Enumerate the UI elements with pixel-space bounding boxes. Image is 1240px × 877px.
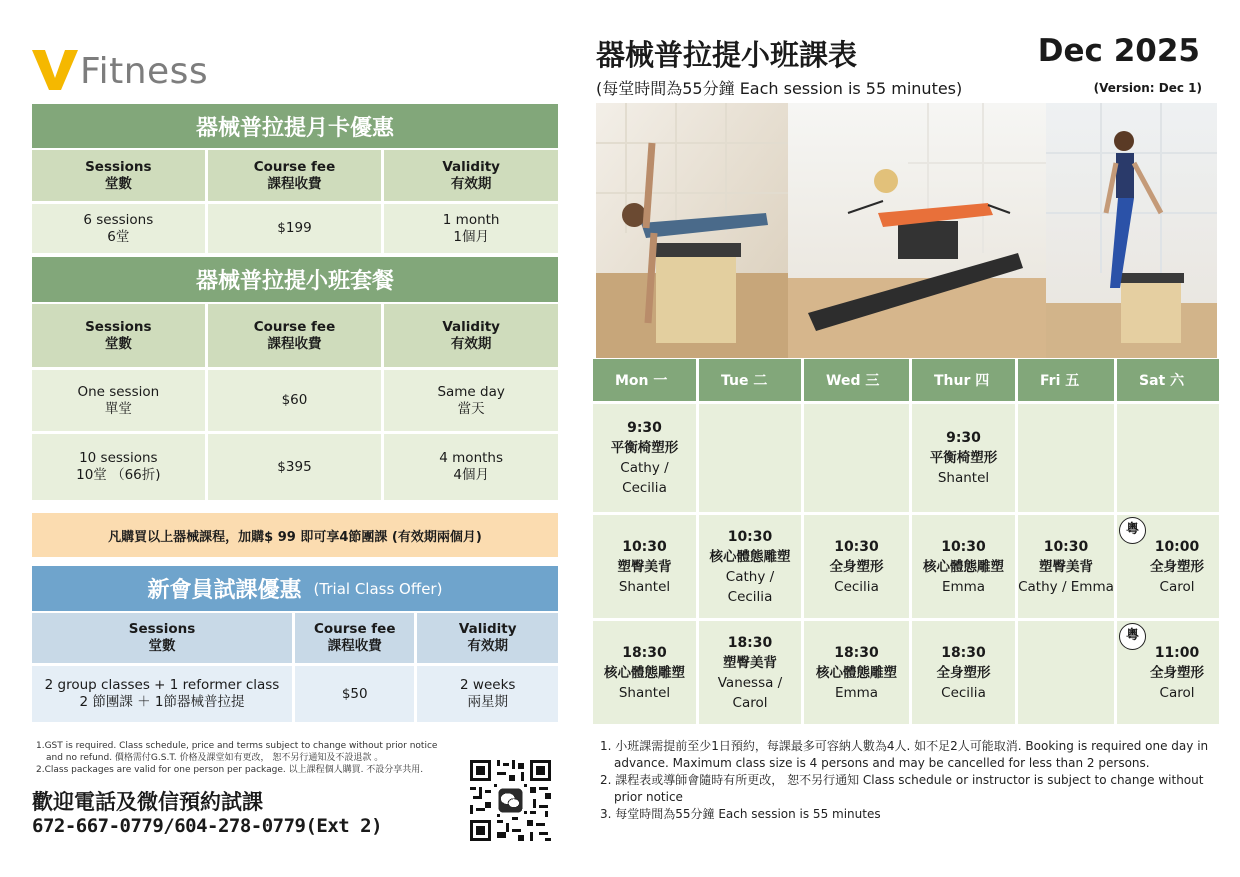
class-time: 18:30 (622, 644, 667, 661)
sessions-cell: One session 單堂 (32, 370, 205, 431)
class-instructor: Shantel (618, 578, 671, 595)
class-name: 平衡椅塑形 (929, 450, 998, 466)
class-cell (804, 515, 909, 618)
table-row (32, 370, 558, 431)
class-cell (912, 404, 1015, 512)
sessions-cell: 10 sessions 10堂 （66折) (32, 434, 205, 500)
header-cell: Sessions 堂數 (32, 150, 205, 201)
promo-banner: 凡購買以上器械課程，加購$ 99 即可享4節團課 (有效期兩個月) (32, 513, 558, 557)
class-cell (804, 404, 909, 512)
class-name: 核心體態雕塑 (604, 664, 685, 681)
schedule-month: Dec 2025 (1037, 33, 1200, 69)
class-cell (804, 621, 909, 724)
monthly-pass-title: 器械普拉提月卡優惠 (32, 104, 558, 148)
class-cell (593, 621, 696, 724)
wechat-qr-code-icon (467, 757, 554, 844)
fee-cell: $50 (295, 666, 414, 722)
validity-cell: 2 weeks 兩星期 (417, 666, 558, 722)
class-time: 10:30 (727, 528, 773, 545)
contact-title: 歡迎電話及微信預約試課 (32, 790, 263, 814)
day-header: Fri 五 (1018, 359, 1114, 401)
class-cell (1018, 515, 1114, 618)
day-header: Thur 四 (912, 359, 1015, 401)
class-name: 平衡椅塑形 (610, 440, 679, 456)
class-cell (912, 621, 1015, 724)
validity-cell: Same day 當天 (384, 370, 558, 431)
class-name: 塑臀美背 (617, 558, 672, 575)
class-time: 9:30 (946, 430, 981, 446)
terms-notes (36, 740, 456, 776)
class-name: 全身塑形 (936, 664, 991, 681)
table-row (32, 434, 558, 500)
class-cell (593, 515, 696, 618)
class-cell (1117, 515, 1219, 618)
fee-cell: $60 (208, 370, 382, 431)
schedule-title: 器械普拉提小班課表 (596, 38, 858, 72)
class-time: 18:30 (941, 644, 986, 661)
class-cell (1018, 404, 1114, 512)
cantonese-tag-icon: 粵 (1119, 623, 1146, 650)
day-header: Sat 六 (1117, 359, 1219, 401)
class-cell (699, 515, 801, 618)
class-cell (699, 621, 801, 724)
package-table (29, 301, 561, 503)
pilates-photos (596, 103, 1217, 358)
header-cell: Course fee 課程收費 (295, 613, 414, 663)
contact-phone[interactable]: 672-667-0779/604-278-0779(Ext 2) (32, 815, 383, 837)
chair-side-plank-photo (596, 103, 788, 358)
class-name: 全身塑形 (1150, 558, 1204, 575)
class-instructor: Vanessa / Carol (717, 674, 783, 711)
trial-offer-title (32, 566, 558, 611)
class-instructor: Cathy / Cecilia (725, 568, 775, 605)
package-title: 器械普拉提小班套餐 (32, 257, 558, 302)
class-time: 11:00 (1154, 644, 1200, 661)
class-instructor: Cecilia (834, 578, 879, 595)
brand-name: Fitness (80, 51, 209, 92)
class-time: 9:30 (627, 420, 662, 436)
header-cell: Sessions 堂數 (32, 613, 292, 663)
class-name: 全身塑形 (1150, 664, 1204, 681)
class-instructor: Carol (1159, 684, 1195, 701)
class-cell (912, 515, 1015, 618)
schedule-row (593, 515, 1219, 618)
header-cell: Course fee 課程收費 (208, 304, 382, 367)
class-cell (1117, 621, 1219, 724)
class-time: 10:30 (622, 538, 667, 555)
trial-title-en: (Trial Class Offer) (313, 579, 443, 598)
schedule-subtitle: (每堂時間為55分鐘 Each session is 55 minutes) (596, 79, 963, 98)
class-instructor: Shantel (937, 470, 990, 486)
schedule-row (593, 404, 1219, 512)
header-cell: Course fee 課程收費 (208, 150, 382, 201)
class-cell (1117, 404, 1219, 512)
class-schedule-table (590, 356, 1222, 727)
header-cell: Validity 有效期 (384, 150, 558, 201)
brand-logo (32, 40, 208, 92)
table-row (32, 204, 558, 253)
class-cell (593, 404, 696, 512)
reformer-photo (788, 103, 1046, 358)
fee-cell: $395 (208, 434, 382, 500)
class-name: 塑臀美背 (1039, 558, 1093, 575)
class-time: 18:30 (834, 644, 879, 661)
sessions-cell: 2 group classes + 1 reformer class 2 節團課 ＋ 1節器械普拉提 (32, 666, 292, 722)
note-item: 2.Class packages are valid for one person per package. 以上課程個人購買. 不設分享共用. (36, 765, 424, 775)
class-name: 塑臀美背 (723, 654, 777, 671)
sessions-cell: 6 sessions 6堂 (32, 204, 205, 253)
day-header: Wed 三 (804, 359, 909, 401)
note-item: 2. 課程表或導師會隨時有所更改， 恕不另行通知 Class schedule or instructor is subject to change without prior notice (600, 773, 1204, 804)
v-logo-icon (32, 46, 78, 92)
chair-press-photo (1046, 103, 1217, 358)
class-name: 核心體態雕塑 (816, 664, 897, 681)
class-instructor: Carol (1159, 578, 1195, 595)
header-cell: Validity 有效期 (417, 613, 558, 663)
class-cell (1018, 621, 1114, 724)
note-item: 1.GST is required. Class schedule, price and terms subject to change without prior notice and no refund. 價格需付G.S.T. 价格及課堂如有更改， 恕不另行通知及不設退款 。 (36, 741, 438, 763)
class-name: 核心體態雕塑 (923, 558, 1004, 575)
validity-cell: 4 months 4個月 (384, 434, 558, 500)
class-instructor: Cecilia (941, 684, 986, 701)
class-time: 10:30 (834, 538, 879, 555)
header-cell: Validity 有效期 (384, 304, 558, 367)
fee-cell: $199 (208, 204, 382, 253)
class-name: 全身塑形 (829, 558, 884, 575)
class-time: 10:30 (1043, 538, 1089, 555)
class-instructor: Cathy / Cecilia (620, 460, 669, 496)
trial-table (29, 610, 561, 725)
schedule-notes (600, 738, 1212, 823)
header-cell: Sessions 堂數 (32, 304, 205, 367)
class-time: 10:00 (1154, 538, 1200, 555)
trial-title-cn: 新會員試課優惠 (147, 578, 302, 603)
class-name: 核心體態雕塑 (709, 548, 791, 565)
schedule-row (593, 621, 1219, 724)
day-header: Mon 一 (593, 359, 696, 401)
class-cell (699, 404, 801, 512)
class-time: 18:30 (727, 634, 773, 651)
class-instructor: Shantel (618, 684, 671, 701)
class-instructor: Emma (941, 578, 986, 595)
class-instructor: Cathy / Emma (1018, 578, 1114, 595)
note-item: 1. 小班課需提前至少1日預約，每課最多可容納人數為4人. 如不足2人可能取消. Booking is required one day in advance. Maximum class size is 4 persons and may be cancelled for less than 2 persons. (600, 739, 1209, 770)
schedule-version: (Version: Dec 1) (1093, 81, 1202, 95)
table-row (32, 666, 558, 722)
note-item: 3. 每堂時間為55分鐘 Each session is 55 minutes (600, 807, 881, 821)
class-instructor: Emma (834, 684, 879, 701)
validity-cell: 1 month 1個月 (384, 204, 558, 253)
day-header: Tue 二 (699, 359, 801, 401)
monthly-pass-table (29, 147, 561, 256)
class-time: 10:30 (941, 538, 986, 555)
cantonese-tag-icon: 粵 (1119, 517, 1146, 544)
